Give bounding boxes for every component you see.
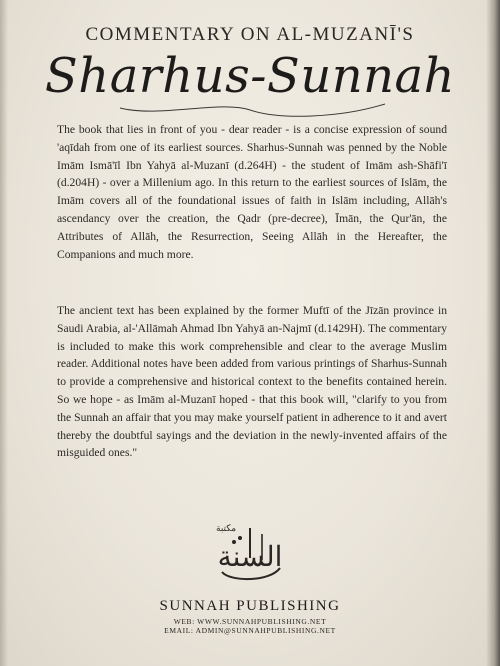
book-title: Sharhus-Sunnah [44,48,456,104]
cover-subtitle: COMMENTARY ON AL-MUZANĪ'S [85,24,415,45]
description-paragraph-2: The ancient text has been explained by the former Muftī of the Jīzān province in Saudi Arabia, al-'Allāmah Ahmad Ibn Yahyā an-Najmī (d.1429H). The commentary is included to make this work comprehensible and clear to the average Muslim reader. Additional notes have been added from various printings of Sharhus-Sunnah to provide a comprehensive and historical context to the benefits contained herein. So we hope - as Imām al-Muzanī hoped - that this book will, "clarify to you from the Sunnah an affair that you may make yourself patient in adherence to it and avert thereby the doubtful sayings and the deviation in the newly-invented affairs of the misguided ones." [57,304,447,460]
publisher-name: SUNNAH PUBLISHING [159,598,341,614]
publisher-logo [210,520,290,590]
logo-arabic-small: مكتبة [216,524,237,534]
publisher-email: EMAIL: ADMIN@SUNNAHPUBLISHING.NET [164,626,336,635]
publisher-website: WEB: WWW.SUNNAHPUBLISHING.NET [173,617,327,626]
description-paragraph-1: The book that lies in front of you - dear reader - is a concise expression of sound 'aqīdah from one of its earliest sources. Sharhus-Sunnah was penned by the Noble Imām Ismā'īl Ibn Yahyā al-Muzanī (d.264H) - the student of Imām ash-Shāfi'ī (d.204H) - over a Millenium ago. In this return to the earliest sources of Islām, the Imām covers all of the foundational issues of faith in Islām including, Allāh's ascendancy over the creation, the Qadr (pre-decree), Īmān, the Qur'ān, the Attributes of Allāh, the Resurrection, Seeing Allāh in the Hereafter, the Companions and much more. [57,123,447,261]
logo-arabic: السنة [217,540,283,573]
